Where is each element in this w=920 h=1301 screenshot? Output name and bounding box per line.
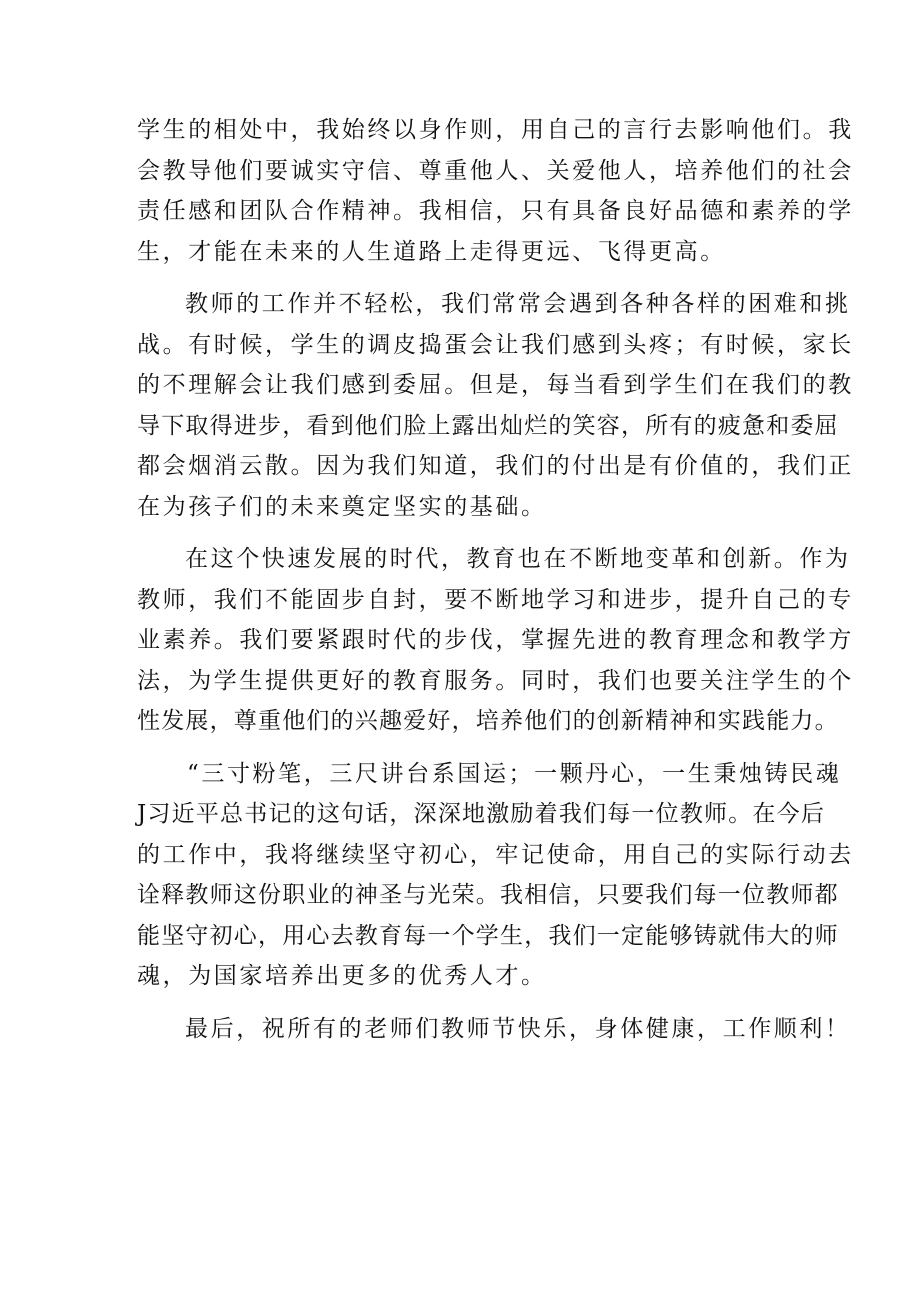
paragraph-line: 法，为学生提供更好的教育服务。同时，我们也要关注学生的个: [137, 667, 854, 694]
paragraph-5: [137, 1009, 851, 1050]
paragraph-line: 性发展，尊重他们的兴趣爱好，培养他们的创新精神和实践能力。: [137, 708, 839, 734]
paragraph-line: 生，才能在未来的人生道路上走得更远、飞得更高。: [137, 238, 726, 265]
paragraph-line: 最后，祝所有的老师们教师节快乐，身体健康，工作顺利！: [185, 1015, 851, 1042]
paragraph-line: 的工作中，我将继续坚守初心，牢记使命，用自己的实际行动去: [137, 841, 854, 868]
paragraph-line: 教师，我们不能固步自封，要不断地学习和进步，提升自己的专: [137, 586, 854, 613]
paragraph-line: 的不理解会让我们感到委屈。但是，每当看到学生们在我们的教: [137, 372, 854, 398]
paragraph-line: 魂，为国家培养出更多的优秀人才。: [137, 963, 547, 989]
paragraph-line: 业素养。我们要紧跟时代的步伐，掌握先进的教育理念和教学方: [137, 627, 854, 653]
paragraph-line: 诠释教师这份职业的神圣与光荣。我相信，只要我们每一位教师都: [137, 882, 839, 908]
document-body: [137, 110, 854, 1061]
paragraph-line: 教师的工作并不轻松，我们常常会遇到各种各样的困难和挑: [185, 291, 851, 317]
paragraph-line: 战。有时候，学生的调皮捣蛋会让我们感到头疼；有时候，家长: [137, 331, 854, 358]
paragraph-line: 能坚守初心，用心去教育每一个学生，我们一定能够铸就伟大的师: [137, 922, 839, 949]
paragraph-4: [137, 754, 854, 997]
paragraph-line: J习近平总书记的这句话，深深地激励着我们每一位教师。在今后: [137, 801, 826, 827]
paragraph-line: 在这个快速发展的时代，教育也在不断地变革和创新。作为: [185, 546, 851, 572]
paragraph-line: 责任感和团队合作精神。我相信，只有具备良好品德和素养的学: [137, 198, 854, 224]
paragraph-3: [137, 539, 854, 742]
paragraph-line: 学生的相处中，我始终以身作则，用自己的言行去影响他们。我: [137, 117, 854, 143]
paragraph-line: 都会烟消云散。因为我们知道，我们的付出是有价值的，我们正: [137, 453, 854, 479]
paragraph-2: [137, 284, 854, 527]
paragraph-line: “三寸粉笔，三尺讲台系国运；一颗丹心，一生秉烛铸民魂: [187, 760, 842, 787]
paragraph-1: [137, 110, 854, 272]
paragraph-line: 会教导他们要诚实守信、尊重他人、关爱他人，培养他们的社会: [137, 157, 854, 184]
paragraph-line: 导下取得进步，看到他们脸上露出灿烂的笑容，所有的疲惫和委屈: [137, 412, 839, 439]
paragraph-line: 在为孩子们的未来奠定坚实的基础。: [137, 493, 547, 520]
